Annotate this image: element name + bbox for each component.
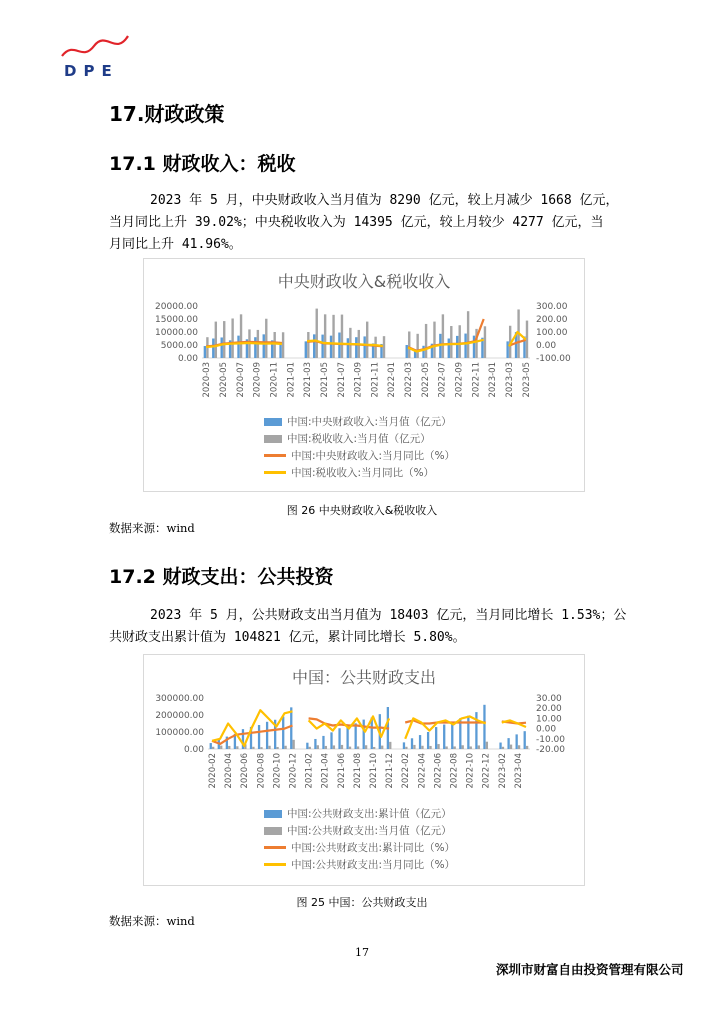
bar bbox=[450, 326, 452, 358]
bar bbox=[341, 315, 343, 358]
bar bbox=[284, 746, 286, 749]
y-left-tick-label: 5000.00 bbox=[160, 341, 198, 351]
bar bbox=[341, 745, 343, 749]
y-right-tick-label: 300.00 bbox=[536, 302, 568, 312]
bar bbox=[454, 746, 456, 749]
x-tick-label: 2022-05 bbox=[420, 362, 431, 398]
bar bbox=[366, 322, 368, 358]
bar bbox=[338, 728, 340, 749]
bar bbox=[260, 747, 262, 749]
bar bbox=[456, 336, 458, 358]
bar bbox=[355, 337, 357, 358]
bar bbox=[526, 321, 528, 358]
bar bbox=[445, 746, 447, 749]
x-tick-label: 2020-04 bbox=[224, 753, 235, 789]
bar bbox=[324, 314, 326, 358]
bar bbox=[276, 747, 278, 749]
section-heading-17-1: 17.1 财政收入：税收 bbox=[109, 153, 296, 175]
bar bbox=[363, 336, 365, 358]
paragraph-2-line-1: 2023 年 5 月，公共财政支出当月值为 18403 亿元，当月同比增长 1.53%；公 bbox=[150, 608, 627, 623]
bar bbox=[330, 336, 332, 358]
x-tick-label: 2020-08 bbox=[256, 753, 267, 789]
bar bbox=[365, 745, 367, 749]
bar bbox=[405, 747, 407, 749]
bar bbox=[266, 722, 268, 749]
bar bbox=[427, 732, 429, 749]
y-right-tick-label: -100.00 bbox=[536, 354, 571, 364]
y-right-tick-label: 200.00 bbox=[536, 315, 568, 325]
legend-swatch-bar bbox=[264, 810, 282, 818]
bar bbox=[231, 318, 233, 358]
x-tick-label: 2020-12 bbox=[288, 753, 299, 789]
chart-1-legend-item bbox=[264, 464, 455, 481]
bar bbox=[273, 332, 275, 358]
chart-2-legend-item bbox=[264, 839, 455, 856]
figure-2-caption: 图 25 中国：公共财政支出 bbox=[296, 896, 428, 909]
bar bbox=[293, 740, 295, 749]
legend-swatch-bar bbox=[264, 435, 282, 443]
bar bbox=[467, 311, 469, 358]
y-right-tick-label: 20.00 bbox=[536, 704, 562, 715]
bar bbox=[486, 742, 488, 749]
y-left-tick-label: 20000.00 bbox=[155, 302, 198, 312]
y-right-tick-label: 10.00 bbox=[536, 714, 562, 725]
bar bbox=[282, 717, 284, 749]
bar bbox=[411, 738, 413, 749]
y-right-tick-label: 30.00 bbox=[536, 694, 562, 704]
chart-1-container bbox=[143, 258, 585, 492]
chart-1-legend bbox=[264, 413, 455, 481]
bar bbox=[435, 727, 437, 749]
x-tick-label: 2021-11 bbox=[370, 362, 381, 398]
bar bbox=[204, 346, 206, 358]
bar bbox=[309, 747, 311, 749]
x-tick-label: 2022-04 bbox=[417, 753, 428, 789]
x-tick-label: 2023-05 bbox=[521, 362, 532, 398]
bar bbox=[518, 745, 520, 749]
bar bbox=[422, 346, 424, 358]
bar bbox=[306, 743, 308, 749]
bar bbox=[322, 736, 324, 749]
bar bbox=[403, 742, 405, 749]
x-tick-label: 2023-01 bbox=[488, 362, 499, 398]
bar bbox=[321, 335, 323, 358]
bar bbox=[258, 725, 260, 749]
bar bbox=[268, 746, 270, 749]
bar bbox=[437, 744, 439, 749]
legend-swatch-line bbox=[264, 471, 286, 474]
bar bbox=[416, 334, 418, 358]
bar bbox=[443, 725, 445, 749]
bar bbox=[467, 716, 469, 749]
bar bbox=[421, 746, 423, 749]
bar bbox=[212, 747, 214, 749]
bar bbox=[263, 334, 265, 358]
bar bbox=[290, 707, 292, 749]
bar bbox=[478, 745, 480, 749]
bar bbox=[473, 336, 475, 358]
x-tick-label: 2020-07 bbox=[235, 362, 246, 398]
bar bbox=[221, 337, 223, 358]
bar bbox=[325, 746, 327, 749]
x-tick-label: 2022-09 bbox=[454, 362, 465, 398]
y-right-tick-label: 0.00 bbox=[536, 724, 557, 735]
bar bbox=[451, 722, 453, 749]
bar bbox=[526, 746, 528, 749]
bar bbox=[305, 341, 307, 358]
bar bbox=[355, 723, 357, 749]
chart-1-legend-item bbox=[264, 447, 455, 464]
bar bbox=[374, 337, 376, 358]
bar bbox=[464, 334, 466, 358]
legend-swatch-bar bbox=[264, 418, 282, 426]
legend-label: 中国:公共财政支出:累计值（亿元） bbox=[287, 808, 452, 820]
section-heading-17: 17.财政政策 bbox=[109, 102, 225, 126]
legend-label: 中国:公共财政支出:当月同比（%） bbox=[291, 859, 456, 871]
bar bbox=[237, 336, 239, 358]
bar bbox=[357, 746, 359, 749]
bar bbox=[499, 743, 501, 749]
logo-text: DPE bbox=[64, 62, 119, 80]
x-tick-label: 2020-02 bbox=[208, 753, 219, 789]
bar bbox=[524, 731, 526, 749]
bar bbox=[228, 746, 230, 749]
bar bbox=[408, 331, 410, 358]
y-left-tick-label: 0.00 bbox=[183, 745, 204, 755]
bar bbox=[236, 746, 238, 749]
bar bbox=[475, 712, 477, 749]
x-tick-label: 2021-08 bbox=[352, 753, 363, 789]
bar bbox=[462, 745, 464, 749]
bar bbox=[406, 345, 408, 358]
paragraph-1-line-1: 2023 年 5 月，中央财政收入当月值为 8290 亿元，较上月减少 1668 亿元， bbox=[150, 193, 619, 208]
x-tick-label: 2020-05 bbox=[219, 362, 230, 398]
x-tick-label: 2022-10 bbox=[465, 753, 476, 789]
chart-2-container bbox=[143, 654, 585, 886]
chart-1-title: 中央财政收入&税收收入 bbox=[277, 272, 451, 291]
bar bbox=[507, 738, 509, 749]
bar bbox=[338, 333, 340, 358]
bar bbox=[333, 745, 335, 749]
x-tick-label: 2022-02 bbox=[401, 753, 412, 789]
figure-1-source: 数据来源：wind bbox=[109, 521, 195, 535]
x-tick-label: 2023-02 bbox=[497, 753, 508, 789]
bar bbox=[307, 332, 309, 358]
bar bbox=[313, 334, 315, 358]
section-heading-17-2: 17.2 财政支出：公共投资 bbox=[109, 566, 334, 588]
x-tick-label: 2022-01 bbox=[387, 362, 398, 398]
paragraph-2-line-2: 共财政支出累计值为 104821 亿元，累计同比增长 5.80%。 bbox=[109, 630, 466, 645]
company-name: 深圳市财富自由投资管理有限公司 bbox=[496, 962, 684, 977]
bar bbox=[502, 747, 504, 749]
y-right-tick-label: -10.00 bbox=[536, 734, 566, 745]
bar bbox=[506, 341, 508, 358]
bar bbox=[282, 332, 284, 358]
bar bbox=[332, 315, 334, 358]
x-tick-label: 2021-05 bbox=[319, 362, 330, 398]
legend-swatch-line bbox=[264, 863, 286, 866]
bar bbox=[413, 745, 415, 749]
bar bbox=[254, 337, 256, 358]
x-tick-label: 2021-02 bbox=[304, 753, 315, 789]
page-number: 17 bbox=[355, 946, 369, 959]
bar bbox=[363, 720, 365, 749]
x-tick-label: 2021-01 bbox=[286, 362, 297, 398]
chart-2-legend-item bbox=[264, 805, 455, 822]
bar bbox=[314, 739, 316, 749]
x-tick-label: 2021-07 bbox=[336, 362, 347, 398]
legend-swatch-bar bbox=[264, 827, 282, 835]
bar bbox=[383, 336, 385, 358]
legend-swatch-line bbox=[264, 846, 286, 849]
bar bbox=[212, 339, 214, 359]
x-tick-label: 2023-04 bbox=[513, 753, 524, 789]
x-tick-label: 2021-03 bbox=[303, 362, 314, 398]
legend-label: 中国:税收收入:当月同比（%） bbox=[291, 467, 435, 479]
bar bbox=[347, 338, 349, 358]
y-left-tick-label: 15000.00 bbox=[155, 315, 198, 325]
chart-2-title: 中国：公共财政支出 bbox=[291, 668, 436, 687]
y-right-tick-label: 0.00 bbox=[536, 341, 557, 351]
chart-1-legend-item bbox=[264, 430, 455, 447]
bar bbox=[220, 746, 222, 749]
legend-swatch-line bbox=[264, 454, 286, 457]
y-left-tick-label: 100000.00 bbox=[155, 728, 204, 738]
bar bbox=[448, 339, 450, 359]
legend-label: 中国:税收收入:当月值（亿元） bbox=[287, 433, 431, 445]
x-tick-label: 2020-09 bbox=[252, 362, 263, 398]
y-left-tick-label: 200000.00 bbox=[155, 711, 204, 721]
bar bbox=[484, 326, 486, 358]
figure-2-source: 数据来源：wind bbox=[109, 914, 195, 928]
bar bbox=[442, 314, 444, 358]
legend-label: 中国:中央财政收入:当月同比（%） bbox=[291, 450, 456, 462]
x-tick-label: 2021-06 bbox=[336, 753, 347, 789]
bar bbox=[317, 745, 319, 749]
x-tick-label: 2020-06 bbox=[240, 753, 251, 789]
bar bbox=[316, 309, 318, 358]
bar bbox=[210, 743, 212, 749]
x-tick-label: 2021-09 bbox=[353, 362, 364, 398]
bar bbox=[240, 314, 242, 358]
y-right-tick-label: 100.00 bbox=[536, 328, 568, 338]
x-tick-label: 2022-11 bbox=[471, 362, 482, 398]
x-tick-label: 2022-08 bbox=[449, 753, 460, 789]
bar bbox=[265, 319, 267, 358]
bar bbox=[510, 745, 512, 749]
bar bbox=[419, 735, 421, 749]
legend-label: 中国:中央财政收入:当月值（亿元） bbox=[287, 416, 452, 428]
bar bbox=[223, 321, 225, 358]
paragraph-1-line-2: 当月同比上升 39.02%；中央税收收入为 14395 亿元，较上月较少 4277 亿元，当 bbox=[109, 215, 604, 230]
bar bbox=[389, 742, 391, 749]
bar bbox=[381, 746, 383, 749]
bar bbox=[459, 325, 461, 358]
paragraph-1-line-3: 月同比上升 41.96%。 bbox=[109, 237, 242, 252]
bar bbox=[483, 705, 485, 749]
bar bbox=[429, 746, 431, 749]
y-left-tick-label: 0.00 bbox=[177, 354, 198, 364]
bar bbox=[433, 322, 435, 358]
bar bbox=[349, 747, 351, 749]
x-tick-label: 2022-03 bbox=[404, 362, 415, 398]
x-tick-label: 2022-07 bbox=[437, 362, 448, 398]
chart-1-legend-item bbox=[264, 413, 455, 430]
bar bbox=[252, 747, 254, 749]
bar bbox=[470, 746, 472, 749]
x-tick-label: 2021-12 bbox=[385, 753, 396, 789]
x-tick-label: 2023-03 bbox=[504, 362, 515, 398]
legend-label: 中国:公共财政支出:累计同比（%） bbox=[291, 842, 456, 854]
logo-swoosh bbox=[62, 36, 128, 56]
bar bbox=[425, 324, 427, 358]
x-tick-label: 2022-06 bbox=[433, 753, 444, 789]
bar bbox=[373, 747, 375, 749]
chart-2-legend-item bbox=[264, 856, 455, 873]
bar bbox=[215, 322, 217, 358]
legend-label: 中国:公共财政支出:当月值（亿元） bbox=[287, 825, 452, 837]
y-left-tick-label: 300000.00 bbox=[155, 694, 204, 704]
x-tick-label: 2020-11 bbox=[269, 362, 280, 398]
bar bbox=[516, 734, 518, 749]
chart-2-legend bbox=[264, 805, 455, 873]
y-right-tick-label: -20.00 bbox=[536, 745, 566, 755]
x-tick-label: 2020-03 bbox=[202, 362, 213, 398]
chart-2-legend-item bbox=[264, 822, 455, 839]
figure-1-caption: 图 26 中央财政收入&税收收入 bbox=[286, 504, 438, 517]
y-left-tick-label: 10000.00 bbox=[155, 328, 198, 338]
bar bbox=[330, 732, 332, 749]
x-tick-label: 2020-10 bbox=[272, 753, 283, 789]
x-tick-label: 2021-10 bbox=[369, 753, 380, 789]
x-tick-label: 2021-04 bbox=[320, 753, 331, 789]
x-tick-label: 2022-12 bbox=[481, 753, 492, 789]
